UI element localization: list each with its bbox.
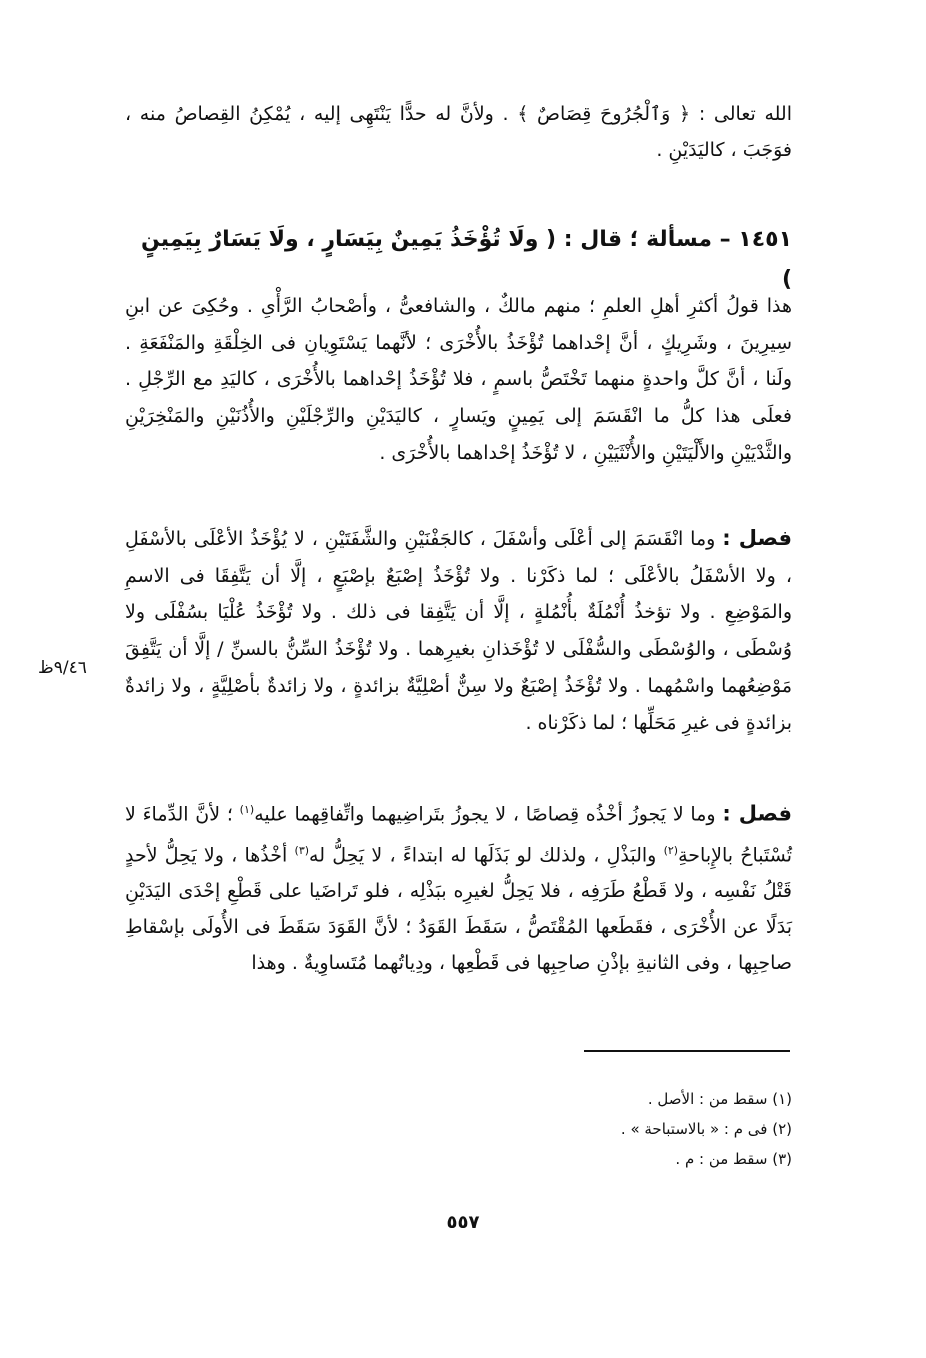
manuscript-folio-note: ٩/٤٦ظ	[38, 658, 87, 678]
paragraph-intro-text: الله تعالى : ﴿ وَٱلْجُرُوحَ قِصَاصٌ ﴾ . ولأنَّ له حدًّا يَنْتَهِى إليه ، يُمْكِنُ القِصاصُ منه ، فوَجَبَ ، كاليَدَيْنِ .	[125, 103, 792, 161]
section-lead-label: فصل :	[722, 526, 792, 550]
footnote-ref-1: (١)	[239, 803, 255, 816]
paragraph-fasl-consent-text-b: ؛ لأنَّ الدِّماءَ لا تُسْتَباحُ بالإِباحةِ	[125, 803, 792, 866]
footnotes	[400, 1084, 792, 1174]
footnote-ref-3: (٣)	[294, 843, 310, 857]
footnote-3: (٣) سقط من : م .	[675, 1150, 792, 1168]
paragraph-issue-discussion	[125, 288, 792, 472]
section-lead-label: فصل :	[722, 801, 792, 826]
footnote-1: (١) سقط من : الأصل .	[647, 1090, 792, 1108]
issue-heading-text: ١٤٥١ – مسألة ؛ قال : ( ولَا تُؤْخَذُ يَمِينٌ بِيَسَارٍ ، ولَا يَسَارٌ بِيَمِينٍ )	[141, 227, 792, 292]
paragraph-fasl-consent-text-d: أخْذُها ، ولا يَحِلُّ لأحدٍ قَتْلُ نَفْسِه ، ولا قَطْعُ طَرَفِه ، فلا يَحِلُّ لغيرِه ببَذْلِه ، فلو تَراضَيا على قَطْعِ إحْدَى اليَدَيْنِ بَدَلًا عن الأُخْرَى ، فقَطَعها المُقْتَصُّ ، سَقَطَ القَوَدُ ؛ لأنَّ القَوَدَ سَقَطَ فى الأُولَى بإسْقاطِ صاحِبِها ، وفى الثانيةِ بإذْنِ صاحِبِها فى قَطْعِها ، ودِياتُهما مُتَساوِيةٌ . وهذا	[125, 843, 792, 975]
paragraph-fasl-upper-lower-text: وما انْقَسَمَ إلى أعْلَى وأسْفَلَ ، كالجَفْنَيْنِ والشَّفَتَيْنِ ، لا يُؤْخَذُ الأعْلَى بالأسْفَلِ ، ولا الأسْفَلُ بالأعْلَى ؛ لما ذكَرْنا . ولا تُؤْخَذُ إصْبَعٌ بإصْبَعٍ ، إلَّا أن يَتَّفِقَا فى الاسمِ والمَوْضِعِ . ولا تؤخذُ أُنْمُلَةٌ بأُنْمُلةٍ ، إلَّا أن يَتَّفِقا فى ذلك . ولا تُؤْخَذُ عُلْيَا بسُفْلَى ولا وُسْطَى ، والوُسْطَى والسُّفْلَى لا تُؤْخَذانِ بغيرِهما . ولا تُؤْخَذُ السِّنُّ بالسنِّ / إلَّا أن يَتَّفِقَ مَوْضِعُهما واسْمُهما . ولا تُؤْخَذُ إصْبَعٌ ولا سِنٌّ أصْلِيَّةٌ بزائدةٍ ، ولا زائدةٌ بأصْلِيَّةٍ ، ولا زائدةٌ بزائدةٍ فى غيرِ مَحَلِّها ؛ لما ذكَرْناه .	[125, 528, 792, 734]
paragraph-intro	[125, 96, 792, 168]
paragraph-fasl-upper-lower	[125, 520, 792, 741]
footnote-2: (٢) فى م : « بالاستباحة » .	[620, 1120, 792, 1138]
paragraph-fasl-consent	[125, 792, 792, 982]
footnote-ref-2: (٢)	[663, 843, 679, 857]
paragraph-fasl-consent-text-c: والبَذْلِ ، ولذلك لو بَذَلَها له ابتداءً ، لا يَحِلُّ له	[309, 843, 657, 866]
paragraph-issue-discussion-text: هذا قولُ أكثرِ أهلِ العلمِ ؛ منهم مالكٌ ، والشافعىُّ ، وأصْحابُ الرَّأْىِ . وحُكِىَ عن ابنِ سِيرِينَ ، وشَرِيكٍ ، أنَّ إحْداهما تُؤْخَذُ بالأُخْرَى ؛ لأنَّهما يَسْتَوِيانِ فى الخِلْقَةِ والمَنْفَعَةِ . ولَنا ، أنَّ كلَّ واحدةٍ منهما تَخْتَصُّ باسمٍ ، فلا تُؤْخَذُ إحْداهما بالأُخْرَى ، كاليَدِ مع الرِّجْلِ . فعلَى هذا كلُّ ما انْقَسَمَ إلى يَمِينٍ ويَسارٍ ، كاليَدَيْنِ والرِّجْلَيْنِ والأُذُنَيْنِ والمَنْخِرَيْنِ والثَّدْيَيْنِ والأَلْيَتَيْنِ والأُنْثَيَيْنِ ، لا تُؤْخَذُ إحْداهما بالأُخْرَى .	[125, 295, 792, 464]
footnote-divider	[584, 1050, 790, 1052]
paragraph-fasl-consent-text-a: وما لا يَجوزُ أخْذُه قِصاصًا ، لا يجوزُ بتَراضِيهما واتِّفاقِهما عليه	[254, 803, 716, 826]
page-number: ٥٥٧	[446, 1212, 480, 1233]
